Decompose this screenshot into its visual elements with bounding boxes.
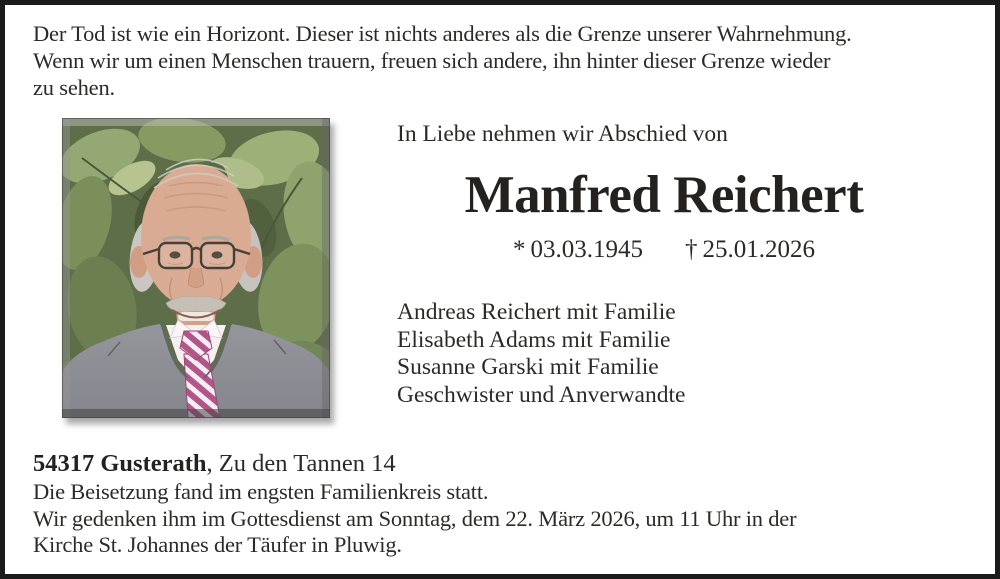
deceased-name: Manfred Reichert	[464, 166, 864, 224]
address-street: , Zu den Tannen 14	[206, 450, 396, 477]
burial-note: Die Beisetzung fand im engsten Familienkreis statt.	[33, 479, 489, 504]
service-note-line: Kirche St. Johannes der Täufer in Pluwig.	[33, 532, 402, 558]
epigraph-line: zu sehen.	[33, 75, 115, 100]
epigraph-line: Der Tod ist wie ein Horizont. Dieser ist nichts anderes als die Grenze unserer Wahrnehmung.	[33, 21, 852, 46]
epigraph-line: Wenn wir um einen Menschen trauern, freuen sich andere, ihn hinter dieser Grenze wieder	[33, 48, 831, 73]
farewell-intro: In Liebe nehmen wir Abschied von	[397, 121, 728, 147]
born-symbol: *	[513, 236, 526, 263]
epigraph-quote	[33, 20, 963, 101]
mustache	[166, 296, 226, 312]
portrait-photo-image	[62, 118, 330, 418]
life-dates	[397, 236, 931, 264]
address-line	[33, 448, 943, 479]
mourner-line: Geschwister und Anverwandte	[397, 382, 686, 409]
portrait-photo	[62, 118, 330, 418]
death-date-value: 25.01.2026	[702, 236, 815, 263]
died-symbol: †	[685, 236, 698, 263]
nose	[188, 268, 204, 288]
birth-date-value: 03.03.1945	[530, 236, 643, 263]
mourners-list	[397, 299, 931, 410]
service-note-line: Wir gedenken ihm im Gottesdienst am Sonntag, dem 22. März 2026, um 11 Uhr in der	[33, 505, 797, 531]
funeral-info	[33, 448, 943, 559]
birth-date	[513, 236, 643, 264]
mourner-line: Andreas Reichert mit Familie	[397, 299, 676, 325]
mourner-line: Elisabeth Adams mit Familie	[397, 326, 671, 353]
death-date	[685, 236, 815, 264]
mourner-line: Susanne Garski mit Familie	[397, 354, 659, 381]
address-locality: 54317 Gusterath	[33, 450, 207, 477]
